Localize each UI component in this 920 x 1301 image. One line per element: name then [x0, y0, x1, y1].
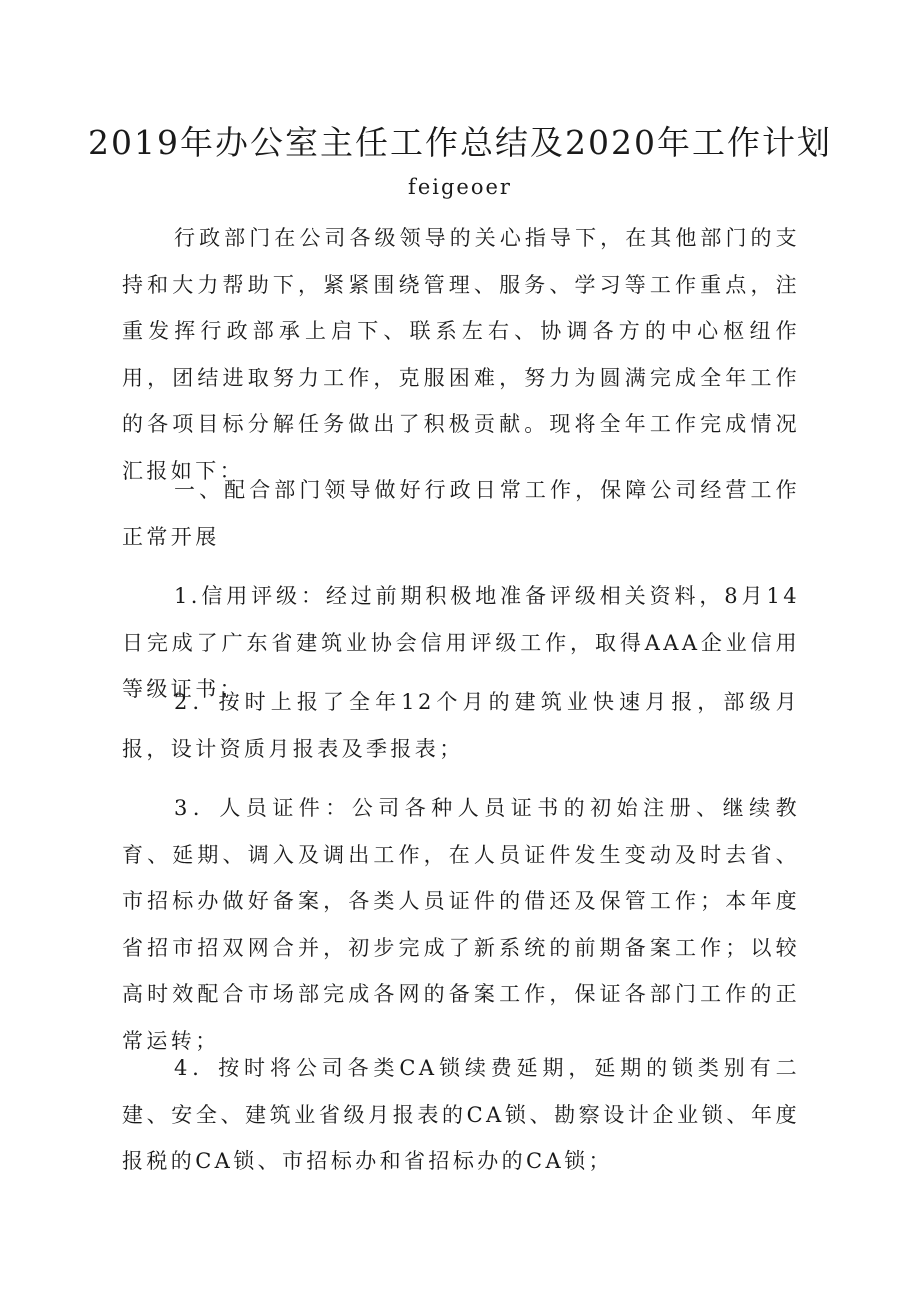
list-item-1: 1.信用评级：经过前期积极地准备评级相关资料，8月14日完成了广东省建筑业协会信用评级工作，取得AAA企业信用等级证书； [122, 584, 800, 701]
list-item-2: 2．按时上报了全年12个月的建筑业快速月报，部级月报，设计资质月报表及季报表； [122, 690, 800, 761]
document-title: 2019年办公室主任工作总结及2020年工作计划 [88, 123, 832, 162]
intro-paragraph: 行政部门在公司各级领导的关心指导下，在其他部门的支持和大力帮助下，紧紧围绕管理、服务、学习等工作重点，注重发挥行政部承上启下、联系左右、协调各方的中心枢纽作用，团结进取努力工作，克服困难，努力为圆满完成全年工作的各项目标分解任务做出了积极贡献。现将全年工作完成情况汇报如下： [122, 226, 800, 483]
document-author: feigeoer [408, 175, 512, 199]
section-heading-1: 一、配合部门领导做好行政日常工作，保障公司经营工作正常开展 [122, 478, 800, 549]
list-item-3: 3．人员证件：公司各种人员证书的初始注册、继续教育、延期、调入及调出工作，在人员证件发生变动及时去省、市招标办做好备案，各类人员证件的借还及保管工作；本年度省招市招双网合并，初步完成了新系统的前期备案工作；以较高时效配合市场部完成各网的备案工作，保证各部门工作的正常运转； [122, 796, 800, 1053]
list-item-4: 4．按时将公司各类CA锁续费延期，延期的锁类别有二建、安全、建筑业省级月报表的CA锁、勘察设计企业锁、年度报税的CA锁、市招标办和省招标办的CA锁； [122, 1056, 800, 1173]
